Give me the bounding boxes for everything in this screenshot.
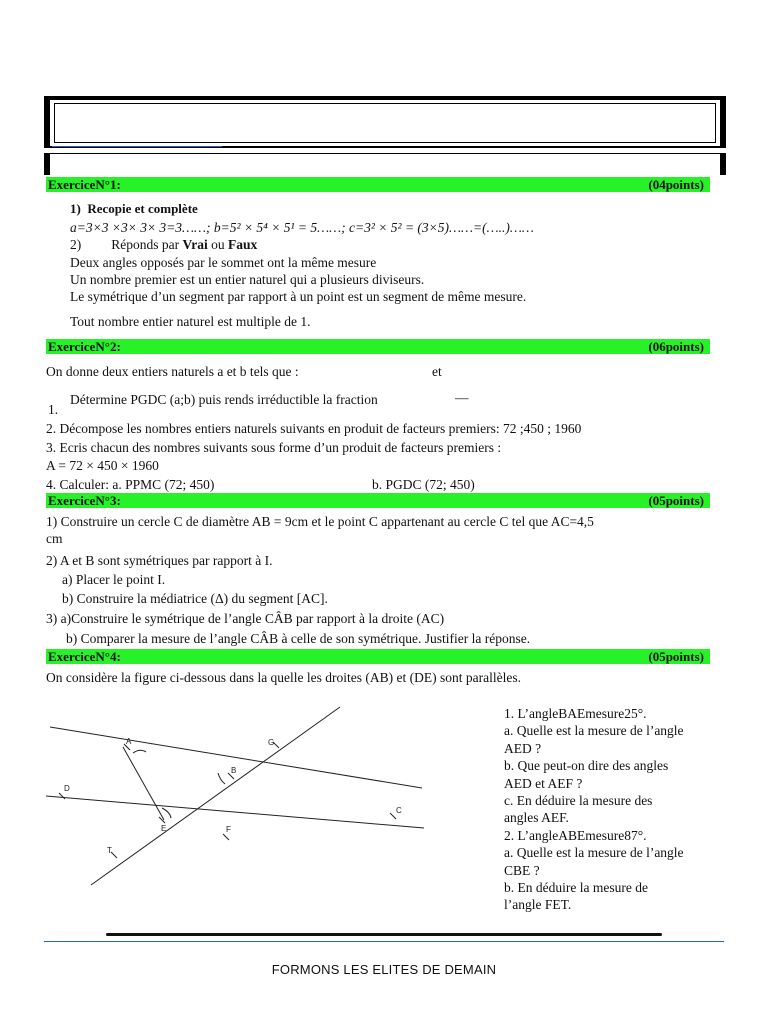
ex2-fraction-bar: — bbox=[455, 390, 469, 405]
label-F: F bbox=[226, 825, 231, 834]
line-AB-C-upper bbox=[50, 727, 422, 788]
ex1-statement-2: Un nombre premier est un entier naturel qui a plusieurs diviseurs. bbox=[70, 272, 425, 287]
exercise-2-header bbox=[46, 339, 710, 354]
exercise-2-title: ExerciceN°2: bbox=[48, 339, 121, 354]
exercise-1-header bbox=[46, 177, 710, 192]
ex4-questions bbox=[504, 705, 734, 914]
angle-arc-A bbox=[133, 750, 146, 753]
ex1-q1-expression: a=3×3 ×3× 3× 3=3……; b=5² × 5⁴ × 5¹ = 5……; c=3² × 5² = (3×5)……=(…..)…… bbox=[70, 220, 534, 235]
line-T-E-B-G bbox=[91, 707, 340, 885]
exercise-3-header bbox=[46, 493, 710, 508]
exercise-3-title: ExerciceN°3: bbox=[48, 493, 121, 508]
ex4-question-line: AED et AEF ? bbox=[504, 775, 583, 791]
line-DE-F bbox=[46, 796, 424, 828]
exercise-4-title: ExerciceN°4: bbox=[48, 649, 121, 664]
tick-T bbox=[111, 852, 117, 858]
header-blue-rule bbox=[52, 146, 222, 147]
header-frame-inner bbox=[54, 103, 716, 143]
ex3-line-3: 3) a)Construire le symétrique de l’angle CÂB par rapport à la droite (AC) bbox=[46, 611, 445, 626]
ex4-question-line: 1. L’angleBAEmesure25°. bbox=[504, 706, 647, 721]
footer-text: FORMONS LES ELITES DE DEMAIN bbox=[271, 962, 497, 977]
footer-rule bbox=[106, 933, 662, 936]
exercise-3-points: (05points) bbox=[648, 493, 704, 508]
ex2-item-4a: 4. Calculer: a. PPMC (72; 450) bbox=[46, 477, 215, 492]
segment-AE bbox=[123, 747, 164, 820]
ex3-line-2b: b) Construire la médiatrice (Δ) du segment [AC]. bbox=[62, 591, 328, 606]
exercise-1-points: (04points) bbox=[648, 177, 704, 192]
label-B: B bbox=[231, 766, 237, 775]
ex4-question-line: b. En déduire la mesure de bbox=[504, 880, 648, 896]
angle-arc-E bbox=[162, 808, 171, 818]
header-frame bbox=[44, 96, 726, 148]
ex2-item-3-expression: A = 72 × 450 × 1960 bbox=[46, 458, 159, 473]
label-C: C bbox=[396, 806, 402, 815]
angle-arc-B bbox=[218, 773, 225, 784]
exercise-2-points: (06points) bbox=[648, 339, 704, 354]
ex2-intro: On donne deux entiers naturels a et b tels que : bbox=[46, 364, 299, 379]
ex4-intro: On considère la figure ci-dessous dans la quelle les droites (AB) et (DE) sont parallèles. bbox=[46, 670, 521, 685]
ex1-q1: 1) Recopie et complète bbox=[70, 201, 198, 216]
ex3-line-3b: b) Comparer la mesure de l’angle CÂB à celle de son symétrique. Justifier la réponse. bbox=[66, 631, 531, 646]
ex4-question-line: angles AEF. bbox=[504, 810, 569, 826]
ex2-et: et bbox=[432, 364, 442, 379]
footer-blue-rule bbox=[44, 941, 724, 942]
ex2-item-1-number: 1. bbox=[48, 402, 59, 417]
tick-E bbox=[159, 817, 165, 823]
ex2-item-4b: b. PGDC (72; 450) bbox=[372, 477, 475, 492]
ex4-question-line: AED ? bbox=[504, 740, 542, 756]
label-D: D bbox=[64, 784, 70, 793]
label-A: A bbox=[126, 737, 132, 746]
exercise-4-header bbox=[46, 649, 710, 664]
ex3-line-2a: a) Placer le point I. bbox=[62, 572, 166, 587]
ex1-statement-1: Deux angles opposés par le sommet ont la même mesure bbox=[70, 255, 377, 270]
ex4-question-line: a. Quelle est la mesure de l’angle bbox=[504, 723, 684, 739]
ex4-question-line: CBE ? bbox=[504, 862, 540, 878]
ex1-q2: 2) Réponds par Vrai ou Faux bbox=[70, 237, 258, 252]
ex2-item-2: 2. Décompose les nombres entiers naturels suivants en produit de facteurs premiers: 72 ;450 ; 1960 bbox=[46, 421, 582, 436]
ex4-question-line: l’angle FET. bbox=[504, 897, 572, 913]
ex2-item-1: Détermine PGDC (a;b) puis rends irréductible la fraction bbox=[70, 392, 378, 407]
ex4-question-line: a. Quelle est la mesure de l’angle bbox=[504, 845, 684, 861]
ex4-question-line: c. En déduire la mesure des bbox=[504, 793, 653, 809]
ex1-statement-4: Tout nombre entier naturel est multiple de 1. bbox=[70, 314, 311, 329]
ex1-statement-3: Le symétrique d’un segment par rapport à un point est un segment de même mesure. bbox=[70, 289, 527, 304]
ex2-item-3: 3. Ecris chacun des nombres suivants sous forme d’un produit de facteurs premiers : bbox=[46, 440, 502, 455]
ex3-line-1-unit: cm bbox=[46, 531, 63, 546]
geometry-figure bbox=[40, 700, 440, 900]
header-frame-lower bbox=[44, 153, 726, 175]
ex3-line-2: 2) A et B sont symétriques par rapport à I. bbox=[46, 553, 273, 568]
tick-D bbox=[59, 793, 65, 799]
label-G: G bbox=[268, 738, 275, 747]
ex4-question-line: b. Que peut-on dire des angles bbox=[504, 758, 669, 774]
label-T: T bbox=[107, 846, 112, 855]
exercise-1-title: ExerciceN°1: bbox=[48, 177, 121, 192]
tick-F bbox=[223, 834, 229, 840]
ex4-question-line: 2. L’angleABEmesure87°. bbox=[504, 827, 647, 843]
label-E: E bbox=[161, 824, 167, 833]
ex3-line-1: 1) Construire un cercle C de diamètre AB = 9cm et le point C appartenant au cercle C tel que AC=4,5 bbox=[46, 514, 594, 529]
exercise-4-points: (05points) bbox=[648, 649, 704, 664]
